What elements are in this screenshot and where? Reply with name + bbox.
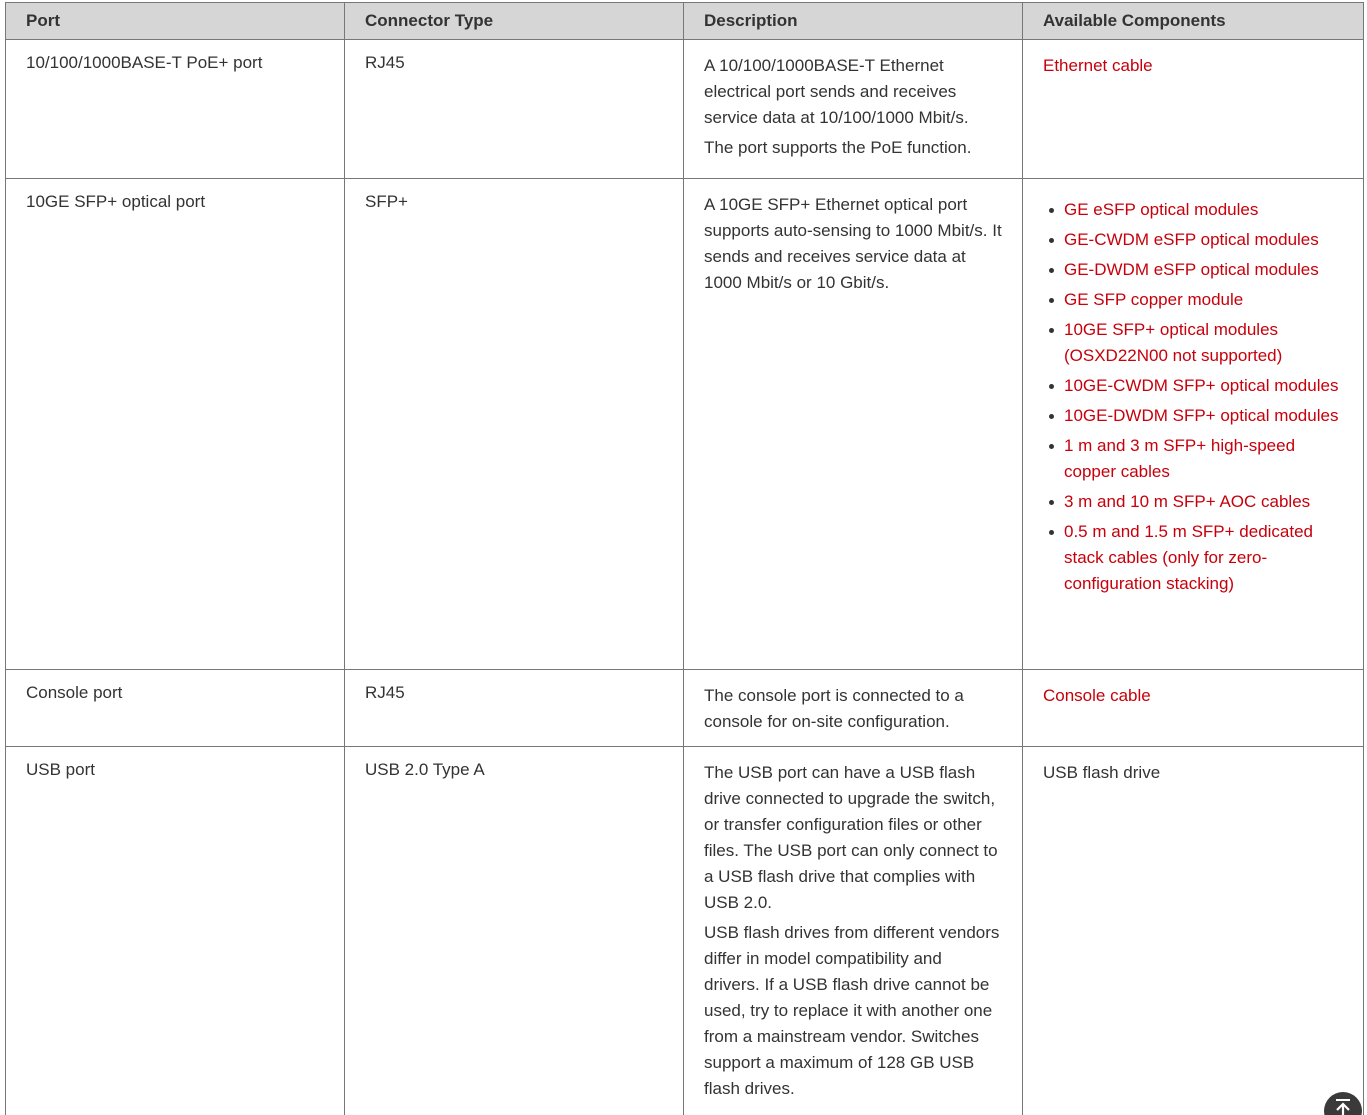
port-cell: USB port (6, 747, 345, 1115)
usb-flash-drive-text: USB flash drive (1043, 763, 1161, 782)
component-link[interactable]: GE-CWDM eSFP optical modules (1064, 227, 1343, 253)
component-link[interactable]: 1 m and 3 m SFP+ high-speed copper cables (1064, 433, 1343, 485)
connector-cell: USB 2.0 Type A (345, 747, 684, 1115)
description-paragraph: A 10GE SFP+ Ethernet optical port supports auto-sensing to 1000 Mbit/s. It sends and receives service data at 1000 Mbit/s or 10 Gbit/s. (704, 195, 1002, 292)
components-cell (1023, 747, 1364, 1115)
header-port: Port (6, 3, 345, 40)
description-paragraph: The console port is connected to a console for on-site configuration. (704, 686, 964, 731)
table-header-row (6, 3, 1364, 40)
port-cell: 10/100/1000BASE-T PoE+ port (6, 40, 345, 179)
connector-cell: RJ45 (345, 40, 684, 179)
component-link[interactable]: 10GE-DWDM SFP+ optical modules (1064, 403, 1343, 429)
component-link[interactable]: 3 m and 10 m SFP+ AOC cables (1064, 489, 1343, 515)
component-link[interactable]: GE-DWDM eSFP optical modules (1064, 257, 1343, 283)
header-connector-type: Connector Type (345, 3, 684, 40)
description-cell (684, 670, 1023, 747)
components-list (1043, 197, 1343, 597)
description-paragraph: The USB port can have a USB flash drive connected to upgrade the switch, or transfer configuration files or other files. The USB port can only connect to a USB flash drive that complies with USB 2.0. (704, 763, 998, 912)
console-cable-link[interactable]: Console cable (1043, 686, 1151, 705)
component-link[interactable]: 10GE SFP+ optical modules (OSXD22N00 not supported) (1064, 317, 1343, 369)
component-link[interactable]: 10GE-CWDM SFP+ optical modules (1064, 373, 1343, 399)
table-row (6, 670, 1364, 747)
component-link[interactable]: 0.5 m and 1.5 m SFP+ dedicated stack cables (only for zero-configuration stacking) (1064, 519, 1343, 597)
port-cell: Console port (6, 670, 345, 747)
description-cell (684, 40, 1023, 179)
header-description: Description (684, 3, 1023, 40)
description-paragraph: A 10/100/1000BASE-T Ethernet electrical port sends and receives service data at 10/100/1000 Mbit/s. (704, 56, 969, 127)
connector-cell: RJ45 (345, 670, 684, 747)
description-cell (684, 179, 1023, 670)
components-cell (1023, 179, 1364, 670)
description-paragraph: USB flash drives from different vendors differ in model compatibility and drivers. If a USB flash drive cannot be used, try to replace it with another one from a mainstream vendor. Switches support a maximum of 128 GB USB flash drives. (704, 923, 1000, 1098)
ports-table (5, 2, 1364, 1115)
table-row (6, 747, 1364, 1115)
component-link[interactable]: GE eSFP optical modules (1064, 197, 1343, 223)
components-cell (1023, 670, 1364, 747)
components-cell (1023, 40, 1364, 179)
description-paragraph: The port supports the PoE function. (704, 138, 972, 157)
arrow-up-bar-icon (1333, 1097, 1353, 1115)
ethernet-cable-link[interactable]: Ethernet cable (1043, 56, 1153, 75)
description-cell (684, 747, 1023, 1115)
header-available-components: Available Components (1023, 3, 1364, 40)
port-cell: 10GE SFP+ optical port (6, 179, 345, 670)
table-row (6, 179, 1364, 670)
table-row (6, 40, 1364, 179)
connector-cell: SFP+ (345, 179, 684, 670)
component-link[interactable]: GE SFP copper module (1064, 287, 1343, 313)
